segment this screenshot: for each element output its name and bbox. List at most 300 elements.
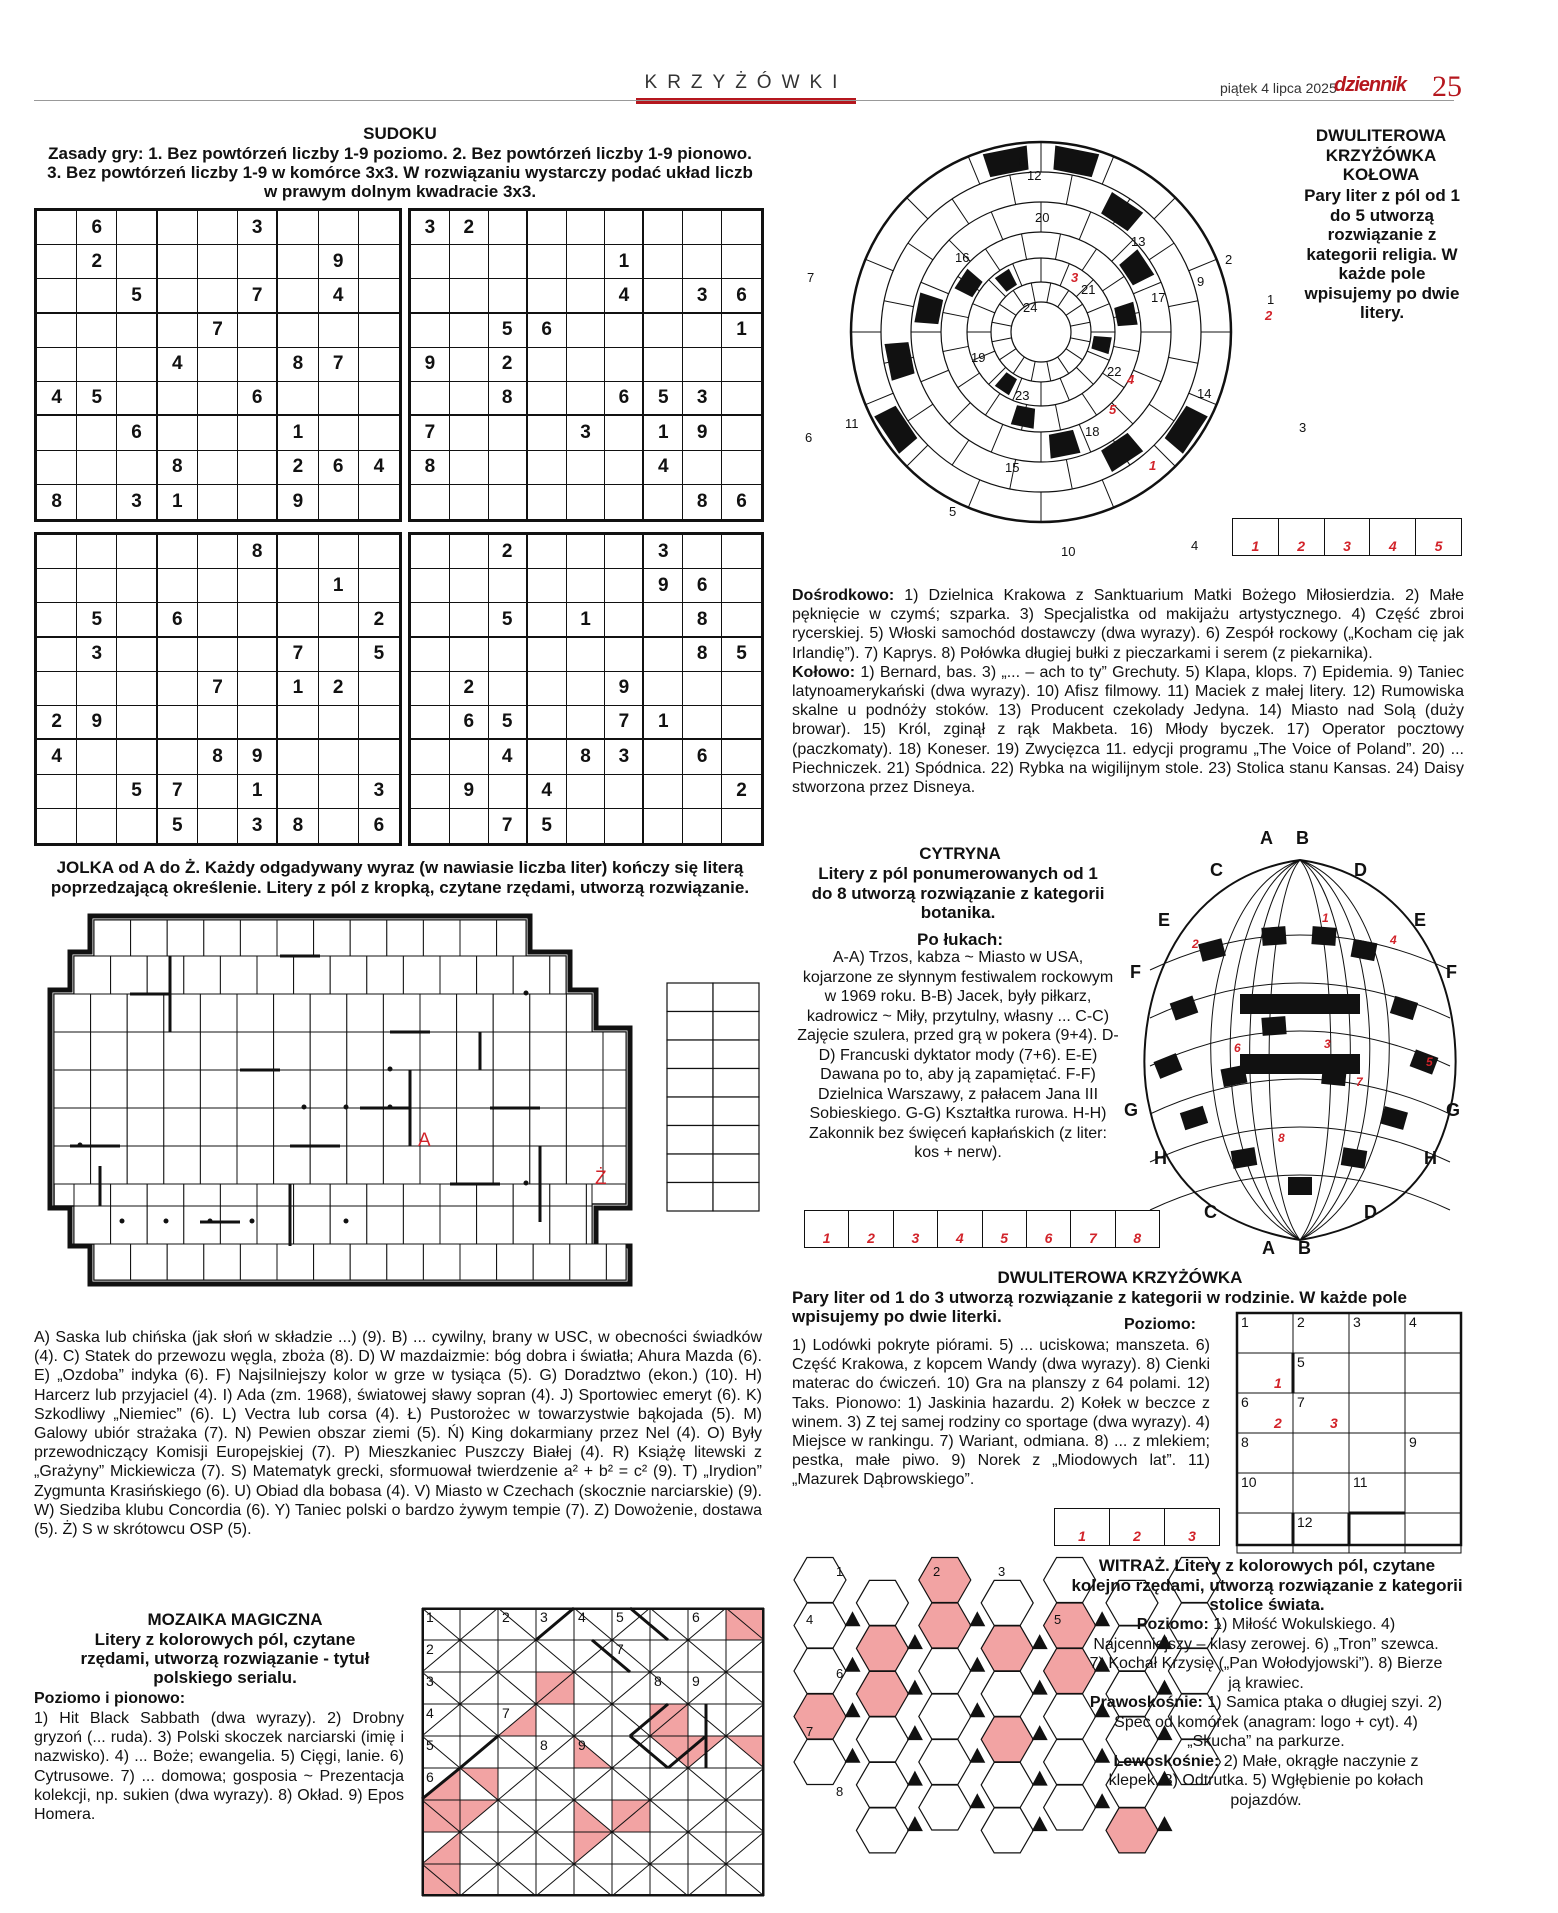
jolka-cell[interactable] [127,1070,164,1108]
sudoku-cell[interactable] [722,211,761,245]
dwuliterowa-cell[interactable] [1349,1393,1405,1433]
jolka-cell[interactable] [603,1032,626,1070]
jolka-answer-cell[interactable] [667,1040,713,1069]
sudoku-cell[interactable] [644,672,683,706]
sudoku-cell[interactable]: 4 [605,279,644,313]
sudoku-cell[interactable] [567,279,606,313]
sudoku-cell[interactable] [238,485,278,519]
sudoku-cell[interactable] [411,740,450,774]
sudoku-cell[interactable] [319,416,359,450]
sudoku-cell[interactable] [722,569,761,603]
sudoku-cell[interactable] [489,638,528,672]
sudoku-cell[interactable] [158,569,198,603]
jolka-cell[interactable] [347,1032,384,1070]
sudoku-cell[interactable] [528,603,567,637]
jolka-cell[interactable] [606,1244,626,1280]
sudoku-cell[interactable] [644,740,683,774]
sudoku-cell[interactable] [411,535,450,569]
jolka-cell[interactable] [387,1244,424,1280]
jolka-answer-cell[interactable] [667,1012,713,1041]
sudoku-cell[interactable]: 4 [359,451,399,485]
dwuliterowa-cell[interactable] [1349,1433,1405,1473]
sudoku-cell[interactable] [238,348,278,382]
jolka-cell[interactable] [550,1206,587,1244]
sudoku-cell[interactable] [278,740,318,774]
sudoku-cell[interactable] [278,603,318,637]
sudoku-cell[interactable] [722,809,761,843]
sudoku-cell[interactable]: 9 [319,245,359,279]
sudoku-cell[interactable]: 8 [198,740,238,774]
jolka-cell[interactable] [493,1070,530,1108]
sudoku-cell[interactable] [198,569,238,603]
sudoku-cell[interactable]: 6 [605,382,644,416]
jolka-cell[interactable] [383,1032,420,1070]
jolka-cell[interactable] [493,1146,530,1184]
jolka-answer-cell[interactable] [713,1183,759,1212]
sudoku-cell[interactable] [644,603,683,637]
jolka-cell[interactable] [147,1206,184,1244]
sudoku-cell[interactable] [450,603,489,637]
sudoku-cell[interactable] [77,809,117,843]
sudoku-cell[interactable] [359,672,399,706]
sudoku-cell[interactable] [567,638,606,672]
witraz-cell[interactable] [856,1580,908,1625]
sudoku-cell[interactable] [489,569,528,603]
sudoku-cell[interactable] [605,535,644,569]
answer-cell[interactable] [1233,519,1279,555]
cytryna-grid[interactable] [1124,826,1468,1266]
sudoku-cell[interactable]: 2 [489,348,528,382]
sudoku-cell[interactable]: 3 [683,279,722,313]
sudoku-cell[interactable]: 3 [411,211,450,245]
witraz-colored-cell[interactable] [1106,1808,1158,1853]
sudoku-cell[interactable] [37,603,77,637]
jolka-answer-cell[interactable] [713,1069,759,1098]
witraz-cell[interactable] [981,1762,1033,1807]
sudoku-cell[interactable]: 3 [359,775,399,809]
sudoku-cell[interactable] [644,211,683,245]
jolka-cell[interactable] [294,956,331,994]
sudoku-cell[interactable]: 5 [359,638,399,672]
sudoku-cell[interactable] [450,451,489,485]
witraz-cell[interactable] [856,1762,908,1807]
jolka-cell[interactable] [164,1146,201,1184]
sudoku-grid-1[interactable] [34,208,402,522]
answer-cell[interactable] [1165,1509,1219,1545]
sudoku-cell[interactable] [158,638,198,672]
sudoku-cell[interactable] [605,451,644,485]
sudoku-cell[interactable] [319,706,359,740]
sudoku-cell[interactable] [158,279,198,313]
sudoku-cell[interactable] [411,672,450,706]
sudoku-cell[interactable]: 2 [722,775,761,809]
sudoku-cell[interactable]: 6 [528,314,567,348]
jolka-answer-cell[interactable] [667,1154,713,1183]
dwuliterowa-grid[interactable] [1236,1312,1462,1546]
sudoku-cell[interactable] [319,740,359,774]
kolowa-circle[interactable] [786,136,1307,566]
jolka-cell[interactable] [274,1146,311,1184]
jolka-cell[interactable] [204,1244,241,1280]
sudoku-cell[interactable]: 5 [77,603,117,637]
sudoku-cell[interactable] [605,603,644,637]
jolka-cell[interactable] [440,956,477,994]
sudoku-cell[interactable] [683,348,722,382]
sudoku-cell[interactable] [37,416,77,450]
sudoku-cell[interactable] [567,775,606,809]
jolka-answer-cell[interactable] [667,1126,713,1155]
sudoku-cell[interactable] [77,485,117,519]
jolka-cell[interactable] [294,1206,331,1244]
sudoku-cell[interactable]: 6 [683,569,722,603]
jolka-cell[interactable] [570,1244,607,1280]
sudoku-cell[interactable] [450,382,489,416]
sudoku-cell[interactable] [359,416,399,450]
jolka-cell[interactable] [127,994,164,1032]
sudoku-cell[interactable] [489,245,528,279]
jolka-cell[interactable] [111,1184,148,1206]
sudoku-cell[interactable] [37,809,77,843]
sudoku-cell[interactable] [278,775,318,809]
sudoku-cell[interactable] [319,211,359,245]
witraz-colored-cell[interactable] [981,1626,1033,1671]
jolka-cell[interactable] [477,1206,514,1244]
sudoku-cell[interactable]: 8 [278,348,318,382]
sudoku-cell[interactable] [37,314,77,348]
sudoku-cell[interactable] [605,809,644,843]
sudoku-cell[interactable] [117,451,157,485]
sudoku-cell[interactable] [528,740,567,774]
jolka-cell[interactable] [347,994,384,1032]
dwuliterowa-answer-box[interactable] [1054,1508,1220,1546]
jolka-cell[interactable] [204,920,241,956]
sudoku-cell[interactable]: 3 [77,638,117,672]
sudoku-cell[interactable] [37,535,77,569]
sudoku-cell[interactable]: 1 [567,603,606,637]
jolka-cell[interactable] [493,1108,530,1146]
witraz-cell[interactable] [856,1717,908,1762]
sudoku-cell[interactable] [37,638,77,672]
sudoku-cell[interactable] [158,672,198,706]
sudoku-cell[interactable]: 8 [158,451,198,485]
sudoku-cell[interactable]: 3 [238,809,278,843]
jolka-cell[interactable] [420,1146,457,1184]
jolka-cell[interactable] [423,1244,460,1280]
jolka-cell[interactable] [550,1184,587,1206]
sudoku-cell[interactable] [644,314,683,348]
sudoku-cell[interactable] [198,809,238,843]
sudoku-cell[interactable]: 3 [683,382,722,416]
sudoku-cell[interactable] [238,706,278,740]
sudoku-cell[interactable] [117,314,157,348]
jolka-cell[interactable] [350,1244,387,1280]
sudoku-cell[interactable]: 6 [373,814,385,836]
answer-cell[interactable] [1325,519,1371,555]
sudoku-cell[interactable]: 9 [605,672,644,706]
sudoku-cell[interactable] [683,245,722,279]
jolka-cell[interactable] [237,1108,274,1146]
jolka-cell[interactable] [566,1108,603,1146]
sudoku-cell[interactable] [198,638,238,672]
jolka-answer-cell[interactable] [713,1040,759,1069]
sudoku-cell[interactable] [77,279,117,313]
sudoku-cell[interactable] [158,211,198,245]
sudoku-cell[interactable] [450,535,489,569]
answer-cell[interactable] [1370,519,1416,555]
sudoku-cell[interactable] [319,535,359,569]
witraz-colored-cell[interactable] [919,1558,971,1603]
jolka-cell[interactable] [477,956,514,994]
jolka-cell[interactable] [420,994,457,1032]
sudoku-cell[interactable] [489,775,528,809]
jolka-cell[interactable] [330,1206,367,1244]
jolka-cell[interactable] [566,1032,603,1070]
answer-cell[interactable] [849,1211,893,1247]
sudoku-cell[interactable] [528,211,567,245]
sudoku-cell[interactable]: 5 [489,314,528,348]
answer-cell[interactable] [894,1211,938,1247]
sudoku-cell[interactable]: 7 [489,809,528,843]
sudoku-cell[interactable]: 3 [238,211,278,245]
witraz-cell[interactable] [981,1580,1033,1625]
sudoku-cell[interactable] [37,672,77,706]
answer-cell[interactable] [1279,519,1325,555]
witraz-cell[interactable] [919,1740,971,1785]
jolka-cell[interactable] [367,1184,404,1206]
dwuliterowa-cell[interactable] [1405,1393,1461,1433]
jolka-cell[interactable] [200,1032,237,1070]
sudoku-cell[interactable] [238,451,278,485]
jolka-cell[interactable] [310,1032,347,1070]
sudoku-cell[interactable]: 8 [411,451,450,485]
jolka-cell[interactable] [54,1032,91,1070]
jolka-cell[interactable] [403,1184,440,1206]
sudoku-cell[interactable] [450,279,489,313]
sudoku-cell[interactable] [319,603,359,637]
sudoku-cell[interactable] [605,314,644,348]
jolka-cell[interactable] [240,920,277,956]
sudoku-cell[interactable] [198,245,238,279]
jolka-cell[interactable] [237,1070,274,1108]
jolka-answer-cell[interactable] [713,1126,759,1155]
jolka-cell[interactable] [257,1206,294,1244]
jolka-cell[interactable] [310,1070,347,1108]
jolka-cell[interactable] [457,1108,494,1146]
jolka-cell[interactable] [91,1108,128,1146]
sudoku-cell[interactable]: 5 [644,382,683,416]
jolka-cell[interactable] [127,1108,164,1146]
answer-cell[interactable] [938,1211,982,1247]
jolka-grid[interactable] [40,916,640,1294]
sudoku-cell[interactable] [158,535,198,569]
sudoku-cell[interactable] [528,569,567,603]
sudoku-cell[interactable] [319,382,359,416]
jolka-cell[interactable] [530,1070,567,1108]
sudoku-cell[interactable] [238,672,278,706]
jolka-cell[interactable] [131,1244,168,1280]
sudoku-cell[interactable] [319,775,359,809]
sudoku-cell[interactable] [411,382,450,416]
jolka-answer-cell[interactable] [713,1154,759,1183]
sudoku-cell[interactable] [567,672,606,706]
jolka-cell[interactable] [423,920,460,956]
answer-cell[interactable] [1071,1211,1115,1247]
sudoku-cell[interactable]: 3 [605,740,644,774]
jolka-cell[interactable] [460,1244,497,1280]
jolka-cell[interactable] [111,956,148,994]
sudoku-cell[interactable] [722,706,761,740]
sudoku-cell[interactable]: 9 [77,706,117,740]
sudoku-cell[interactable]: 7 [319,348,359,382]
sudoku-cell[interactable] [722,348,761,382]
sudoku-cell[interactable]: 2 [450,211,489,245]
sudoku-cell[interactable] [158,245,198,279]
jolka-cell[interactable] [91,1146,128,1184]
sudoku-cell[interactable]: 9 [238,740,278,774]
sudoku-cell[interactable] [117,382,157,416]
sudoku-cell[interactable] [644,775,683,809]
jolka-cell[interactable] [314,1244,351,1280]
sudoku-cell[interactable] [450,485,489,519]
sudoku-cell[interactable] [411,569,450,603]
sudoku-cell[interactable] [198,416,238,450]
jolka-cell[interactable] [493,994,530,1032]
sudoku-cell[interactable]: 5 [489,706,528,740]
jolka-cell[interactable] [200,1108,237,1146]
jolka-cell[interactable] [257,1184,294,1206]
sudoku-cell[interactable] [683,535,722,569]
sudoku-cell[interactable] [644,809,683,843]
sudoku-cell[interactable]: 4 [37,740,77,774]
sudoku-cell[interactable] [359,348,399,382]
sudoku-cell[interactable] [450,348,489,382]
sudoku-cell[interactable] [683,314,722,348]
jolka-cell[interactable] [586,1206,592,1244]
sudoku-cell[interactable]: 7 [278,638,318,672]
sudoku-cell[interactable] [722,740,761,774]
sudoku-cell[interactable] [278,245,318,279]
sudoku-grid-2[interactable] [408,208,764,522]
answer-cell[interactable] [983,1211,1027,1247]
sudoku-cell[interactable] [450,740,489,774]
sudoku-cell[interactable] [605,775,644,809]
sudoku-cell[interactable] [359,706,399,740]
sudoku-cell[interactable] [683,451,722,485]
sudoku-cell[interactable] [567,314,606,348]
sudoku-cell[interactable] [37,211,77,245]
sudoku-cell[interactable] [77,451,117,485]
sudoku-cell[interactable] [489,211,528,245]
sudoku-cell[interactable] [489,672,528,706]
sudoku-cell[interactable]: 5 [77,382,117,416]
mozaika-grid[interactable] [422,1608,766,1898]
sudoku-cell[interactable] [567,535,606,569]
sudoku-cell[interactable] [567,706,606,740]
sudoku-cell[interactable] [450,569,489,603]
jolka-cell[interactable] [54,1146,91,1184]
sudoku-cell[interactable]: 9 [278,485,318,519]
sudoku-cell[interactable]: 2 [37,706,77,740]
dwuliterowa-cell[interactable] [1237,1353,1293,1393]
jolka-cell[interactable] [184,1206,221,1244]
sudoku-cell[interactable] [528,416,567,450]
sudoku-cell[interactable] [528,706,567,740]
sudoku-cell[interactable] [605,211,644,245]
sudoku-cell[interactable]: 6 [158,603,198,637]
jolka-cell[interactable] [237,1032,274,1070]
sudoku-cell[interactable]: 6 [77,211,117,245]
jolka-cell[interactable] [310,1146,347,1184]
jolka-cell[interactable] [91,1032,128,1070]
sudoku-cell[interactable] [198,348,238,382]
jolka-cell[interactable] [403,956,440,994]
sudoku-cell[interactable] [528,485,567,519]
sudoku-cell[interactable]: 2 [77,245,117,279]
sudoku-cell[interactable] [198,775,238,809]
sudoku-cell[interactable] [198,451,238,485]
sudoku-cell[interactable]: 8 [683,603,722,637]
jolka-cell[interactable] [94,1244,131,1280]
jolka-cell[interactable] [74,1184,111,1206]
jolka-answer-cell[interactable] [667,983,713,1012]
sudoku-cell[interactable] [117,348,157,382]
jolka-cell[interactable] [167,1244,204,1280]
sudoku-cell[interactable] [117,638,157,672]
sudoku-cell[interactable]: 1 [278,416,318,450]
jolka-answer-cell[interactable] [713,1097,759,1126]
witraz-cell[interactable] [856,1808,908,1853]
jolka-cell[interactable] [131,920,168,956]
jolka-cell[interactable] [220,1206,257,1244]
sudoku-cell[interactable] [528,245,567,279]
jolka-cell[interactable] [566,994,592,1032]
jolka-cell[interactable] [457,1146,494,1184]
sudoku-cell[interactable]: 6 [450,706,489,740]
sudoku-cell[interactable] [411,279,450,313]
jolka-cell[interactable] [493,1032,530,1070]
sudoku-cell[interactable] [278,569,318,603]
sudoku-cell[interactable]: 8 [683,485,722,519]
jolka-cell[interactable] [533,1244,570,1280]
sudoku-cell[interactable] [198,603,238,637]
sudoku-cell[interactable] [319,638,359,672]
jolka-cell[interactable] [147,956,184,994]
sudoku-cell[interactable]: 1 [319,569,359,603]
dwuliterowa-cell[interactable] [1405,1353,1461,1393]
jolka-cell[interactable] [240,1244,277,1280]
sudoku-cell[interactable] [683,809,722,843]
jolka-cell[interactable] [457,1070,494,1108]
sudoku-cell[interactable]: 8 [683,638,722,672]
jolka-cell[interactable] [383,994,420,1032]
jolka-cell[interactable] [440,1184,477,1206]
sudoku-cell[interactable] [77,535,117,569]
sudoku-cell[interactable] [117,245,157,279]
sudoku-cell[interactable]: 6 [238,382,278,416]
sudoku-cell[interactable] [528,382,567,416]
witraz-cell[interactable] [794,1740,846,1785]
jolka-cell[interactable] [274,1108,311,1146]
sudoku-cell[interactable] [238,416,278,450]
sudoku-cell[interactable] [722,603,761,637]
sudoku-cell[interactable] [117,603,157,637]
sudoku-cell[interactable]: 9 [683,416,722,450]
sudoku-cell[interactable]: 6 [722,279,761,313]
sudoku-cell[interactable]: 1 [238,775,278,809]
sudoku-cell[interactable] [117,211,157,245]
jolka-cell[interactable] [603,1108,626,1146]
jolka-cell[interactable] [457,994,494,1032]
